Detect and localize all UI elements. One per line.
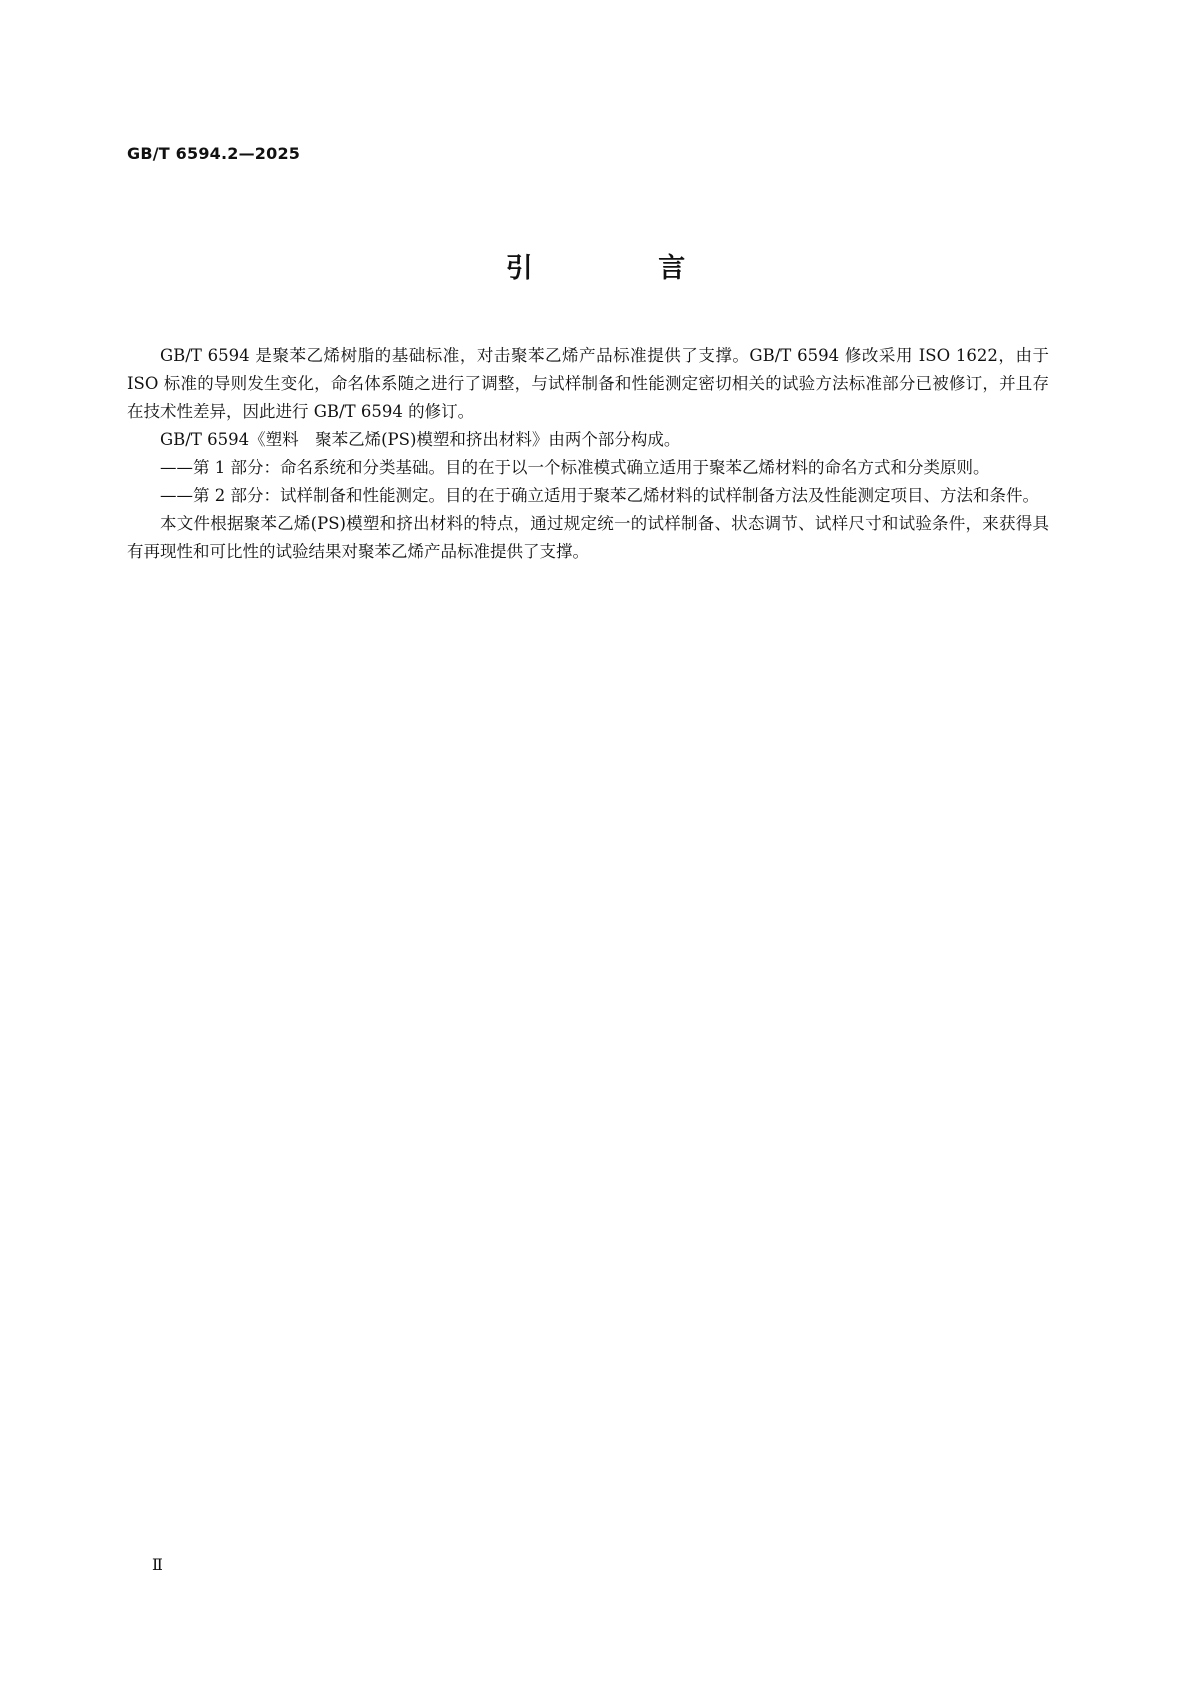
list-item-part-2: ——第 2 部分：试样制备和性能测定。目的在于确立适用于聚苯乙烯材料的试样制备方法及性能测定项目、方法和条件。	[160, 486, 1039, 505]
paragraph-background: GB/T 6594 是聚苯乙烯树脂的基础标准，对击聚苯乙烯产品标准提供了支撑。GB/T 6594 修改采用 ISO 1622，由于 ISO 标准的导则发生变化，命名体系随之进行了调整，与试样制备和性能测定密切相关的试验方法标准部分已被修订，并且存在技术性差异，因此进行 GB/T 6594 的修订。	[127, 346, 1049, 421]
page-number: Ⅱ	[152, 1555, 163, 1574]
standard-number-header: GB/T 6594.2—2025	[127, 144, 301, 163]
section-title-introduction: 引 言	[505, 253, 744, 284]
introduction-body	[127, 342, 1049, 566]
list-item-part-1: ——第 1 部分：命名系统和分类基础。目的在于以一个标准模式确立适用于聚苯乙烯材料的命名方式和分类原则。	[160, 458, 990, 477]
paragraph-purpose: 本文件根据聚苯乙烯(PS)模塑和挤出材料的特点，通过规定统一的试样制备、状态调节、试样尺寸和试验条件，来获得具有再现性和可比性的试验结果对聚苯乙烯产品标准提供了支撑。	[127, 514, 1049, 561]
paragraph-structure: GB/T 6594《塑料 聚苯乙烯(PS)模塑和挤出材料》由两个部分构成。	[160, 430, 681, 449]
